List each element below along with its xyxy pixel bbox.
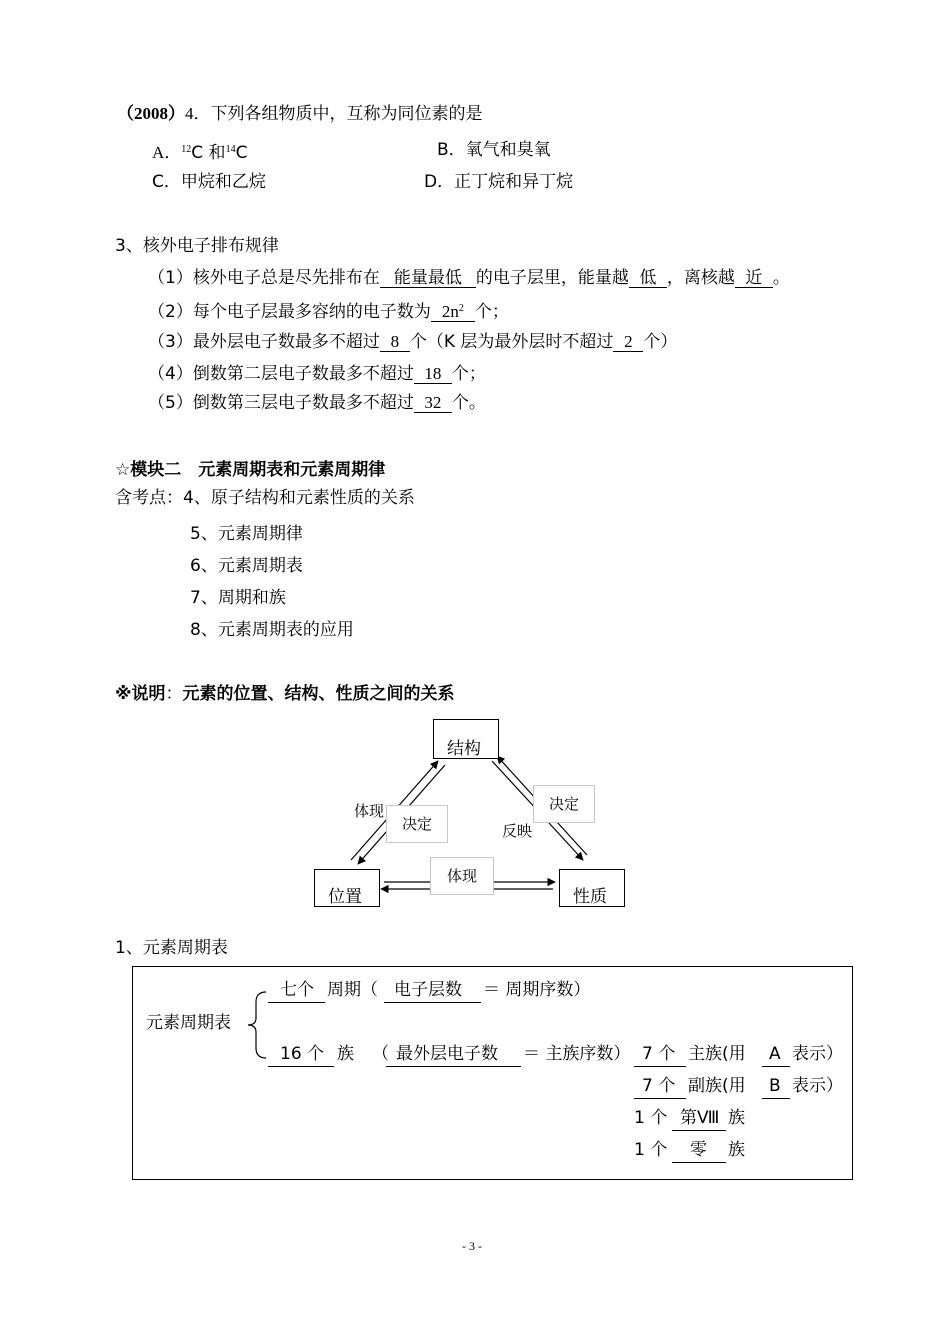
row-group-viii-pre: 1 个 [634,1108,668,1128]
node-property [559,869,625,907]
row-sub-groups-count-line [634,1098,686,1099]
module2-point: 6、元素周期表 [190,556,303,576]
rule-2-sup: 2 [458,303,464,314]
row-group-viii-post: 族 [728,1108,745,1128]
table-root: 元素周期表 [146,1013,231,1033]
row-groups-blank: 最外层电子数 [396,1044,498,1064]
question-year: （2008） [117,104,185,123]
row-sub-groups-letter-line [762,1098,790,1099]
row-groups-rest: ＝ 主族序数） [523,1044,631,1064]
row-sub-groups-count: 7 个 [642,1076,676,1096]
row-group-zero-pre: 1 个 [634,1140,668,1160]
rule-2-post: 个； [474,302,509,322]
question-number: 4． [185,104,211,123]
node-position [314,869,380,907]
row-periods-word: 周期（ [327,980,378,1000]
option-c: C．甲烷和乙烷 [152,172,266,192]
rule-4-post: 个； [451,364,486,384]
option-a-label: A． [152,143,182,162]
row-main-groups-count-line [634,1066,686,1067]
row-group-viii-blank: 第Ⅷ [680,1108,720,1128]
row-groups-word: 族 [337,1044,354,1064]
rule-2-blank: 2n [441,302,459,321]
table-section-heading: 1、元素周期表 [115,938,228,958]
rule-4-pre: （4）倒数第二层电子数最多不超过 [148,364,414,384]
question-stem: 下列各组物质中，互称为同位素的是 [210,104,483,124]
rule-1-mid-1: 的电子层里，能量越 [475,268,629,288]
module2-point: 8、元素周期表的应用 [190,620,354,640]
rule-3-pre: （3）最外层电子数最多不超过 [148,332,380,352]
rule-1-blank-2: 低 [629,269,667,288]
row-sub-groups-word: 副族(用 [688,1076,746,1096]
page-number: - 3 - [462,1239,482,1253]
row-periods-count-line [268,1002,325,1003]
rule-1-pre: （1）核外电子总是尽先排布在 [148,268,380,288]
option-a-text1: C 和 [191,143,226,163]
row-groups-open: （ [372,1044,389,1064]
module2-point: 4、原子结构和元素性质的关系 [183,488,415,508]
rule-5-post: 个。 [451,393,486,413]
row-periods-count: 七个 [280,980,314,1000]
rule-3-blank-2: 2 [613,333,643,352]
row-main-groups-letter-line [762,1066,790,1067]
row-periods-blank-line [384,1002,481,1003]
label-left-inner: 决定 [386,805,448,843]
module2-title: ☆模块二 元素周期表和元素周期律 [115,460,386,480]
node-property-label: 性质 [573,887,607,907]
rule-1-blank-1: 能量最低 [380,269,476,288]
node-structure-label: 结构 [447,739,481,759]
option-b: B．氧气和臭氧 [437,140,551,160]
module2-points-label: 含考点： [115,488,183,508]
row-periods-blank: 电子层数 [394,980,462,1000]
rule-1-mid-2: ，离核越 [666,268,735,288]
module2-point: 5、元素周期律 [190,524,303,544]
rule-5-pre: （5）倒数第三层电子数最多不超过 [148,393,414,413]
row-main-groups-end: 表示） [792,1044,843,1064]
row-periods-rest: ＝ 周期序数） [483,980,591,1000]
row-main-groups-count: 7 个 [642,1044,676,1064]
row-groups-blank-line [386,1066,521,1067]
label-left-outer: 体现 [354,802,385,820]
rule-1-post: 。 [772,268,790,288]
option-a-text2: C [235,143,248,163]
node-structure [433,719,499,759]
rule-3-mid: 个（K 层为最外层时不超过 [409,332,614,352]
rule-4-blank: 18 [414,365,452,384]
row-group-zero-blank-line [672,1162,726,1163]
label-right-outer: 决定 [533,785,595,823]
row-group-zero-blank: 零 [690,1140,707,1160]
row-sub-groups-end: 表示） [792,1076,843,1096]
row-group-viii-blank-line [672,1130,726,1131]
row-group-zero-post: 族 [728,1140,745,1160]
rule-1-blank-3: 近 [735,269,773,288]
rule-3-post: 个） [643,332,678,352]
row-groups-count-line [268,1066,334,1067]
rule-2-pre: （2）每个电子层最多容纳的电子数为 [148,302,431,322]
note-text: 元素的位置、结构、性质之间的关系 [182,684,455,704]
option-a-sup2: 14 [225,144,236,155]
label-right-inner: 反映 [502,822,533,840]
row-groups-count: 16 个 [280,1044,325,1064]
row-sub-groups-letter: B [769,1076,781,1096]
module2-point: 7、周期和族 [190,588,286,608]
note-sep: ： [165,684,183,704]
section3-heading: 3、核外电子排布规律 [115,236,279,256]
option-d: D．正丁烷和异丁烷 [424,172,574,192]
rule-5-blank: 32 [414,394,452,413]
option-a-sup1: 12 [181,144,192,155]
row-main-groups-letter: A [769,1044,781,1064]
note-label: ※说明 [115,684,166,704]
row-main-groups-word: 主族(用 [688,1044,746,1064]
brace-icon [242,990,272,1060]
node-position-label: 位置 [328,887,362,907]
label-bottom: 体现 [430,857,494,895]
rule-3-blank-1: 8 [380,333,410,352]
